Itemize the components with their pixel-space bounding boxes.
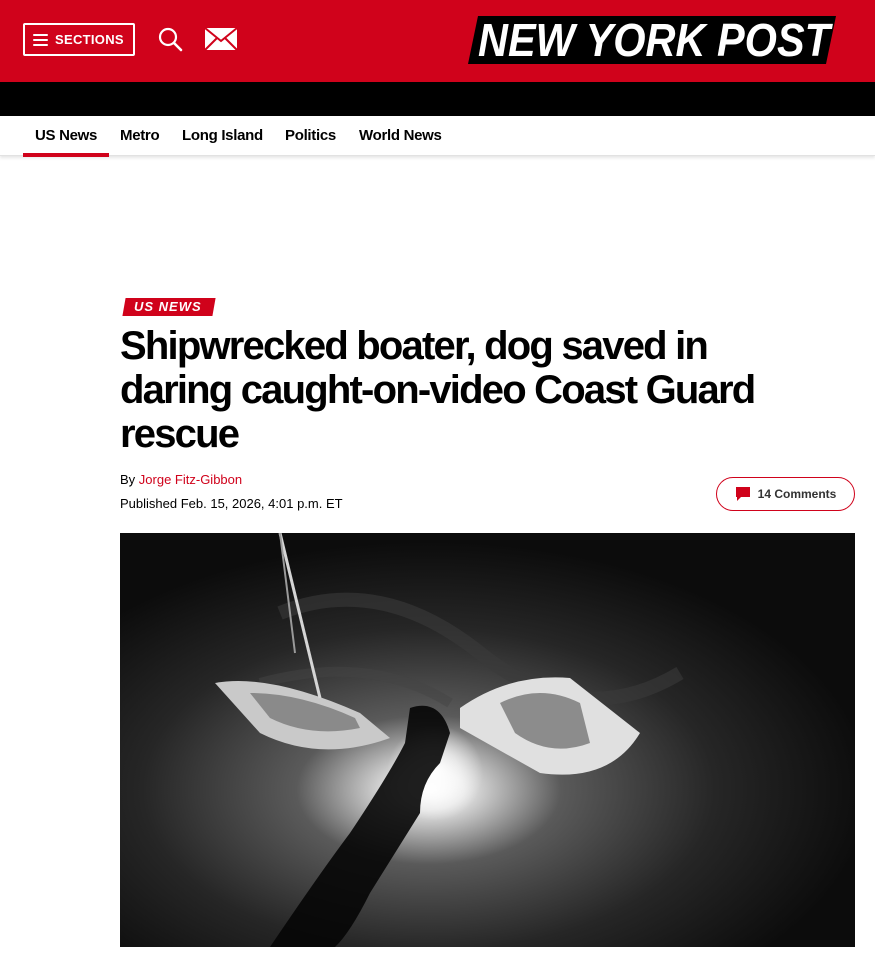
rescue-photo-image <box>120 533 855 947</box>
comments-button[interactable] <box>716 477 855 511</box>
sections-menu-button[interactable] <box>23 23 135 56</box>
nav-item-metro[interactable]: Metro <box>120 127 160 144</box>
search-icon[interactable] <box>157 26 183 52</box>
sections-label: SECTIONS <box>55 32 124 47</box>
comment-icon <box>735 486 751 502</box>
nav-item-politics[interactable]: Politics <box>285 127 336 144</box>
byline <box>120 472 242 487</box>
published-date: Published Feb. 15, 2026, 4:01 p.m. ET <box>120 496 343 511</box>
section-kicker[interactable] <box>122 298 215 316</box>
black-strip <box>0 82 875 116</box>
comments-count: 14 Comments <box>757 487 837 501</box>
site-header <box>0 0 875 82</box>
nav-item-long-island[interactable]: Long Island <box>182 127 263 144</box>
nav-item-world-news[interactable]: World News <box>359 127 442 144</box>
article-headline: Shipwrecked boater, dog saved in daring caught-on-video Coast Guard rescue <box>120 324 755 456</box>
mail-icon[interactable] <box>204 26 238 52</box>
nav-item-us-news[interactable]: US News <box>35 116 97 156</box>
new-york-post-logo[interactable] <box>468 12 836 68</box>
kicker-label: US NEWS <box>134 299 202 314</box>
logo-text: NEW YORK POST <box>478 14 834 66</box>
lead-photo[interactable] <box>120 533 855 947</box>
section-nav <box>0 116 875 156</box>
menu-icon <box>33 34 48 46</box>
byline-prefix: By <box>120 472 139 487</box>
author-link[interactable]: Jorge Fitz-Gibbon <box>138 472 243 487</box>
